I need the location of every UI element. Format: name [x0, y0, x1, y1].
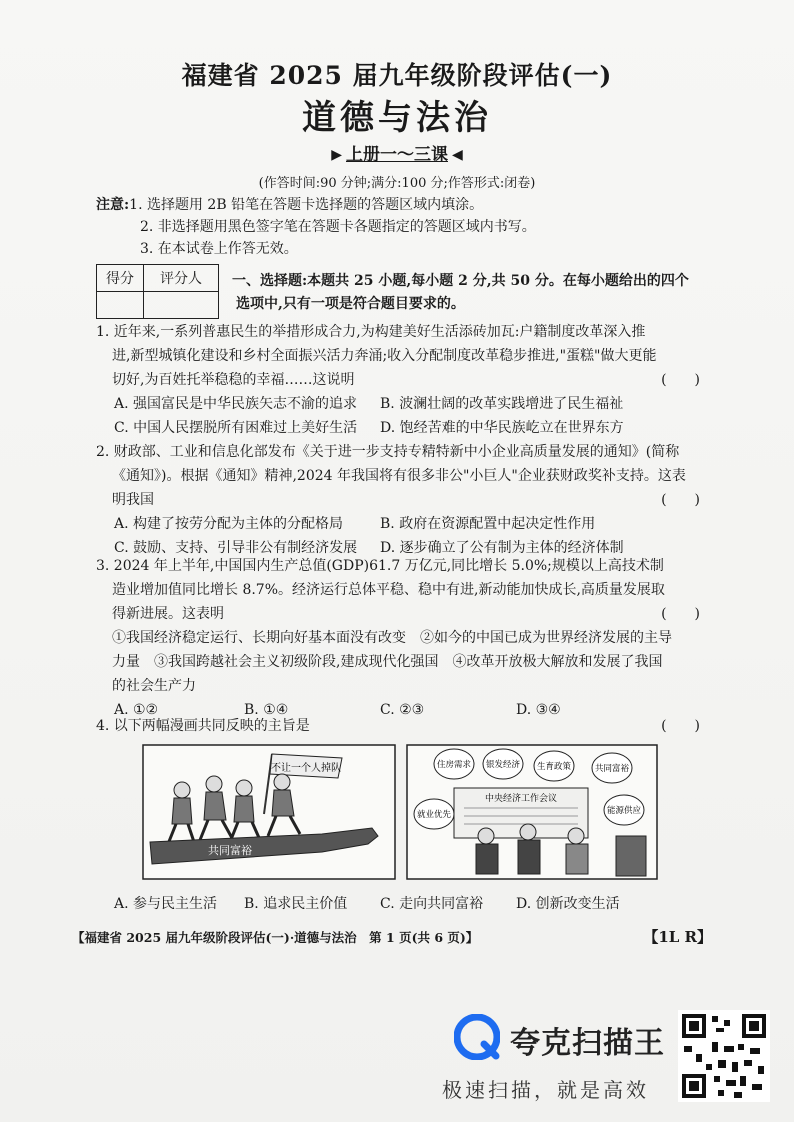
option-c: C. 中国人民摆脱所有困难过上美好生活 — [114, 420, 358, 436]
notice-item: 1. 选择题用 2B 铅笔在答题卡选择题的答题区域内填涂。 — [129, 197, 484, 213]
question-4 — [96, 714, 708, 738]
notice — [96, 194, 536, 260]
option-b: B. 波澜壮阔的改革实践增进了民生福祉 — [380, 396, 624, 412]
section-line: 一、选择题:本题共 25 小题,每小题 2 分,共 50 分。在每小题给出的四个 — [232, 273, 689, 289]
arrow-text: 共同富裕 — [208, 844, 252, 857]
question-line: 《通知》)。根据《通知》精神,2024 年我国将有很多非公"小巨人"企业获财政奖补支持。这表 — [112, 468, 686, 484]
options-row — [96, 892, 708, 916]
option-b: B. ①④ — [244, 702, 289, 718]
scanner-watermark — [442, 1010, 672, 1110]
question-3 — [96, 554, 708, 722]
options-row — [96, 416, 708, 440]
brand-slogan: 极速扫描，就是高效 — [442, 1078, 649, 1102]
score-header: 得分 — [97, 265, 144, 292]
option-a: A. ①② — [114, 702, 159, 718]
notice-label: 注意: — [96, 197, 130, 213]
question-line-text: 4. 以下两幅漫画共同反映的主旨是 — [96, 718, 310, 734]
cartoon-left — [143, 745, 395, 879]
unit-range — [0, 140, 794, 165]
question-line: 造业增加值同比增长 8.7%。经济运行总体平稳、稳中有进,新动能加快成长,高质量发展取 — [112, 582, 665, 598]
cartoon-right — [407, 745, 657, 879]
triangle-right-icon: ▶ — [331, 147, 342, 163]
option-c: C. 走向共同富裕 — [380, 896, 484, 912]
question-1 — [96, 320, 708, 440]
bubble-text: 共同富裕 — [594, 764, 630, 774]
option-a: A. 强国富民是中华民族矢志不渝的追求 — [114, 396, 358, 412]
answer-blank: ( ) — [661, 606, 700, 622]
option-d: D. ③④ — [516, 702, 561, 718]
bubble-text: 就业优先 — [416, 810, 452, 820]
grader-header: 评分人 — [144, 265, 219, 292]
question-line: 3. 2024 年上半年,中国国内生产总值(GDP)61.7 万亿元,同比增长 5.0%;规模以上高技术制 — [96, 558, 664, 574]
cartoons — [142, 744, 658, 880]
options-row — [96, 392, 708, 416]
qr-code-icon — [678, 1010, 770, 1102]
question-4-options — [96, 892, 708, 916]
question-line: 1. 近年来,一系列普惠民生的举措形成合力,为构建美好生活添砖加瓦:户籍制度改革深入推 — [96, 324, 646, 340]
section-line: 选项中,只有一项是符合题目要求的。 — [236, 296, 465, 312]
board-text: 中央经济工作会议 — [484, 794, 558, 804]
option-a: A. 参与民主生活 — [114, 896, 218, 912]
option-a: A. 构建了按劳分配为主体的分配格局 — [114, 516, 344, 532]
answer-blank: ( ) — [661, 492, 700, 508]
question-line: 进,新型城镇化建设和乡村全面振兴活力奔涌;收入分配制度改革稳步推进,"蛋糕"做大更能 — [112, 348, 657, 364]
bubble-text: 生育政策 — [536, 762, 572, 772]
notice-item: 2. 非选择题用黑色签字笔在答题卡各题指定的答题区域内书写。 — [140, 219, 536, 235]
score-table — [96, 264, 219, 319]
question-line — [96, 602, 708, 626]
footer-code: 【1L R】 — [643, 928, 712, 946]
bubble-text: 银发经济 — [485, 760, 521, 770]
option-c: C. 鼓励、支持、引导非公有制经济发展 — [114, 540, 358, 556]
answer-blank: ( ) — [661, 718, 700, 734]
option-d: D. 逐步确立了公有制为主体的经济体制 — [380, 540, 624, 556]
question-line-text: 明我国 — [112, 492, 154, 508]
question-line — [96, 368, 708, 392]
question-line — [96, 714, 708, 738]
exam-info: (作答时间:90 分钟;满分:100 分;作答形式:闭卷) — [258, 176, 536, 191]
statement-line: 力量 ③我国跨越社会主义初级阶段,建成现代化强国 ④改革开放极大解放和发展了我国 — [112, 654, 663, 670]
option-d: D. 饱经苦难的中华民族屹立在世界东方 — [380, 420, 624, 436]
statement-line: ①我国经济稳定运行、长期向好基本面没有改变 ②如今的中国已成为世界经济发展的主导 — [112, 630, 672, 646]
question-line-text: 得新进展。这表明 — [112, 606, 224, 622]
score-cell — [97, 292, 144, 319]
notice-item: 3. 在本试卷上作答无效。 — [140, 241, 298, 257]
page-footer — [72, 928, 712, 946]
subject-title: 道德与法治 — [302, 98, 492, 138]
banner-text: 不让一个人掉队 — [271, 763, 341, 774]
statement-line: 的社会生产力 — [112, 678, 196, 694]
quark-logo-icon — [454, 1014, 500, 1060]
question-line — [96, 488, 708, 512]
unit-range-text: 上册一～三课 — [346, 145, 448, 165]
option-b: B. 追求民主价值 — [244, 896, 348, 912]
question-line-text: 切好,为百姓托举稳稳的幸福……这说明 — [112, 372, 355, 388]
option-c: C. ②③ — [380, 702, 425, 718]
options-row — [96, 512, 708, 536]
question-line: 2. 财政部、工业和信息化部发布《关于进一步支持专精特新中小企业高质量发展的通知》(简称 — [96, 444, 680, 460]
bubble-text: 住房需求 — [436, 760, 472, 770]
option-d: D. 创新改变生活 — [516, 896, 620, 912]
answer-blank: ( ) — [661, 372, 700, 388]
bubble-text: 能源供应 — [606, 806, 642, 816]
grader-cell — [144, 292, 219, 319]
section-heading — [232, 270, 712, 316]
triangle-left-icon: ◀ — [452, 147, 463, 163]
exam-title: 福建省 2025 届九年级阶段评估(一) — [181, 61, 613, 90]
footer-left: 【福建省 2025 届九年级阶段评估(一)·道德与法治 第 1 页(共 6 页)】 — [72, 930, 479, 945]
question-2 — [96, 440, 708, 560]
option-b: B. 政府在资源配置中起决定性作用 — [380, 516, 596, 532]
brand-name: 夸克扫描王 — [510, 1026, 665, 1061]
